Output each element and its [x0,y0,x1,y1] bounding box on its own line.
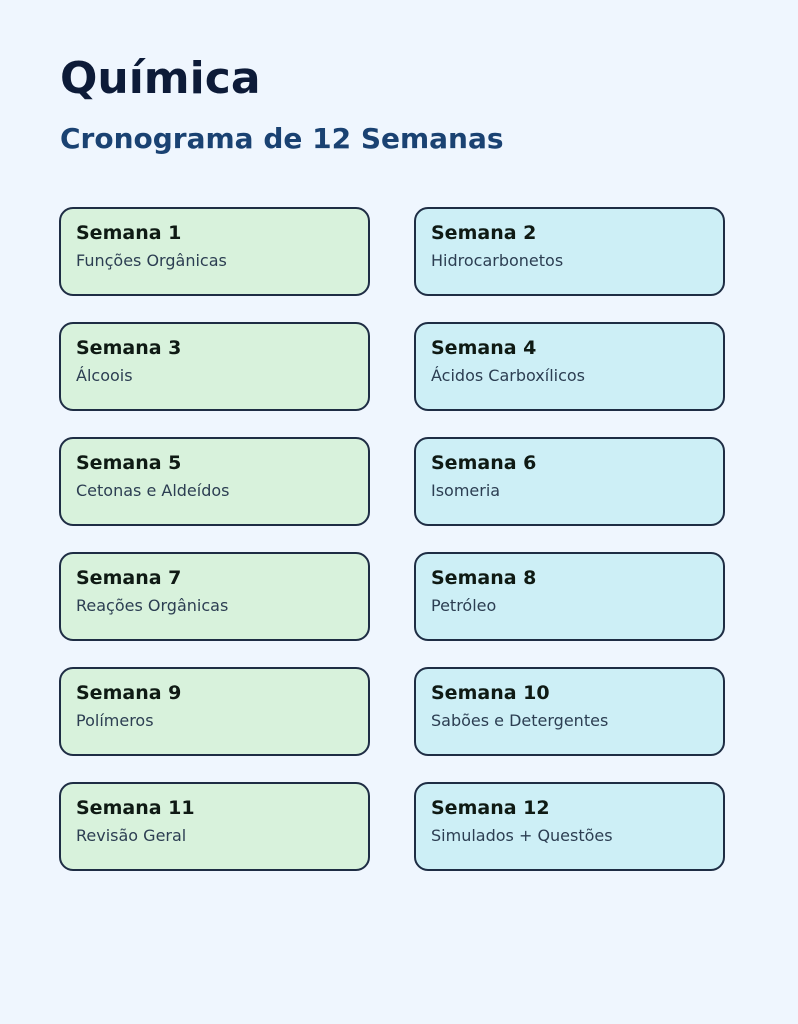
week-label: Semana 2 [431,222,537,244]
week-card-4 [414,322,725,411]
week-label: Semana 3 [76,337,182,359]
week-topic: Reações Orgânicas [76,596,229,615]
week-topic: Álcoois [76,366,133,385]
week-topic: Cetonas e Aldeídos [76,481,230,500]
week-label: Semana 6 [431,452,537,474]
week-card-2 [414,207,725,296]
week-topic: Revisão Geral [76,826,187,845]
week-topic: Isomeria [431,481,501,500]
week-label: Semana 9 [76,682,182,704]
week-label: Semana 1 [76,222,182,244]
week-label: Semana 10 [431,682,550,704]
week-label: Semana 7 [76,567,182,589]
week-card-1 [59,207,370,296]
week-topic: Sabões e Detergentes [431,711,609,730]
week-card-6 [414,437,725,526]
page-title: Química [60,53,261,104]
week-card-12 [414,782,725,871]
week-topic: Funções Orgânicas [76,251,227,270]
week-topic: Hidrocarbonetos [431,251,564,270]
week-card-5 [59,437,370,526]
week-card-3 [59,322,370,411]
week-topic: Ácidos Carboxílicos [431,366,586,385]
week-topic: Polímeros [76,711,154,730]
week-label: Semana 8 [431,567,537,589]
week-card-10 [414,667,725,756]
week-topic: Simulados + Questões [431,826,613,845]
week-card-7 [59,552,370,641]
week-topic: Petróleo [431,596,497,615]
week-label: Semana 4 [431,337,537,359]
week-label: Semana 5 [76,452,182,474]
week-label: Semana 11 [76,797,195,819]
page-subtitle: Cronograma de 12 Semanas [60,122,504,155]
week-label: Semana 12 [431,797,550,819]
weeks-grid [59,207,725,871]
week-card-11 [59,782,370,871]
week-card-8 [414,552,725,641]
week-card-9 [59,667,370,756]
